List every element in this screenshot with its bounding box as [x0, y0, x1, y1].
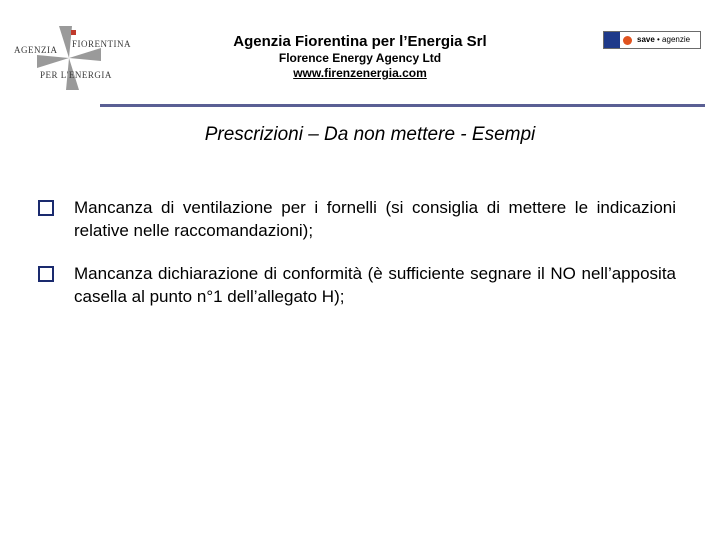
- logo-text-energia: PER L'ENERGIA: [40, 70, 112, 80]
- website-link[interactable]: www.firenzenergia.com: [293, 66, 427, 80]
- agency-logo: [14, 18, 131, 98]
- logo-text-fiorentina: FIORENTINA: [72, 39, 131, 49]
- bullet-text: Mancanza dichiarazione di conformità (è sufficiente segnare il NO nell’apposita casella al punto n°1 dell’allegato H);: [74, 264, 676, 306]
- header-block: [190, 33, 530, 81]
- partner-logo-text: save • agenzie: [637, 35, 691, 44]
- list-item: [38, 262, 676, 308]
- agency-name-english: Florence Energy Agency Ltd: [278, 51, 442, 65]
- partner-logo: [603, 31, 701, 49]
- save-ball-icon: [620, 32, 634, 48]
- bullet-list: [38, 196, 676, 328]
- list-item: [38, 196, 676, 242]
- checkbox-bullet-icon: [38, 266, 54, 282]
- agency-name: Agenzia Fiorentina per l’Energia Srl: [233, 33, 487, 50]
- logo-text-agenzia: AGENZIA: [14, 45, 58, 55]
- slide-title: Prescrizioni – Da non mettere - Esempi: [204, 124, 536, 145]
- header-divider: [100, 104, 705, 107]
- eu-flag-icon: [604, 32, 620, 48]
- logo-emblem-icon: [14, 18, 124, 98]
- bullet-text: Mancanza di ventilazione per i fornelli (si consiglia di mettere le indicazioni relative nelle raccomandazioni);: [74, 198, 676, 240]
- checkbox-bullet-icon: [38, 200, 54, 216]
